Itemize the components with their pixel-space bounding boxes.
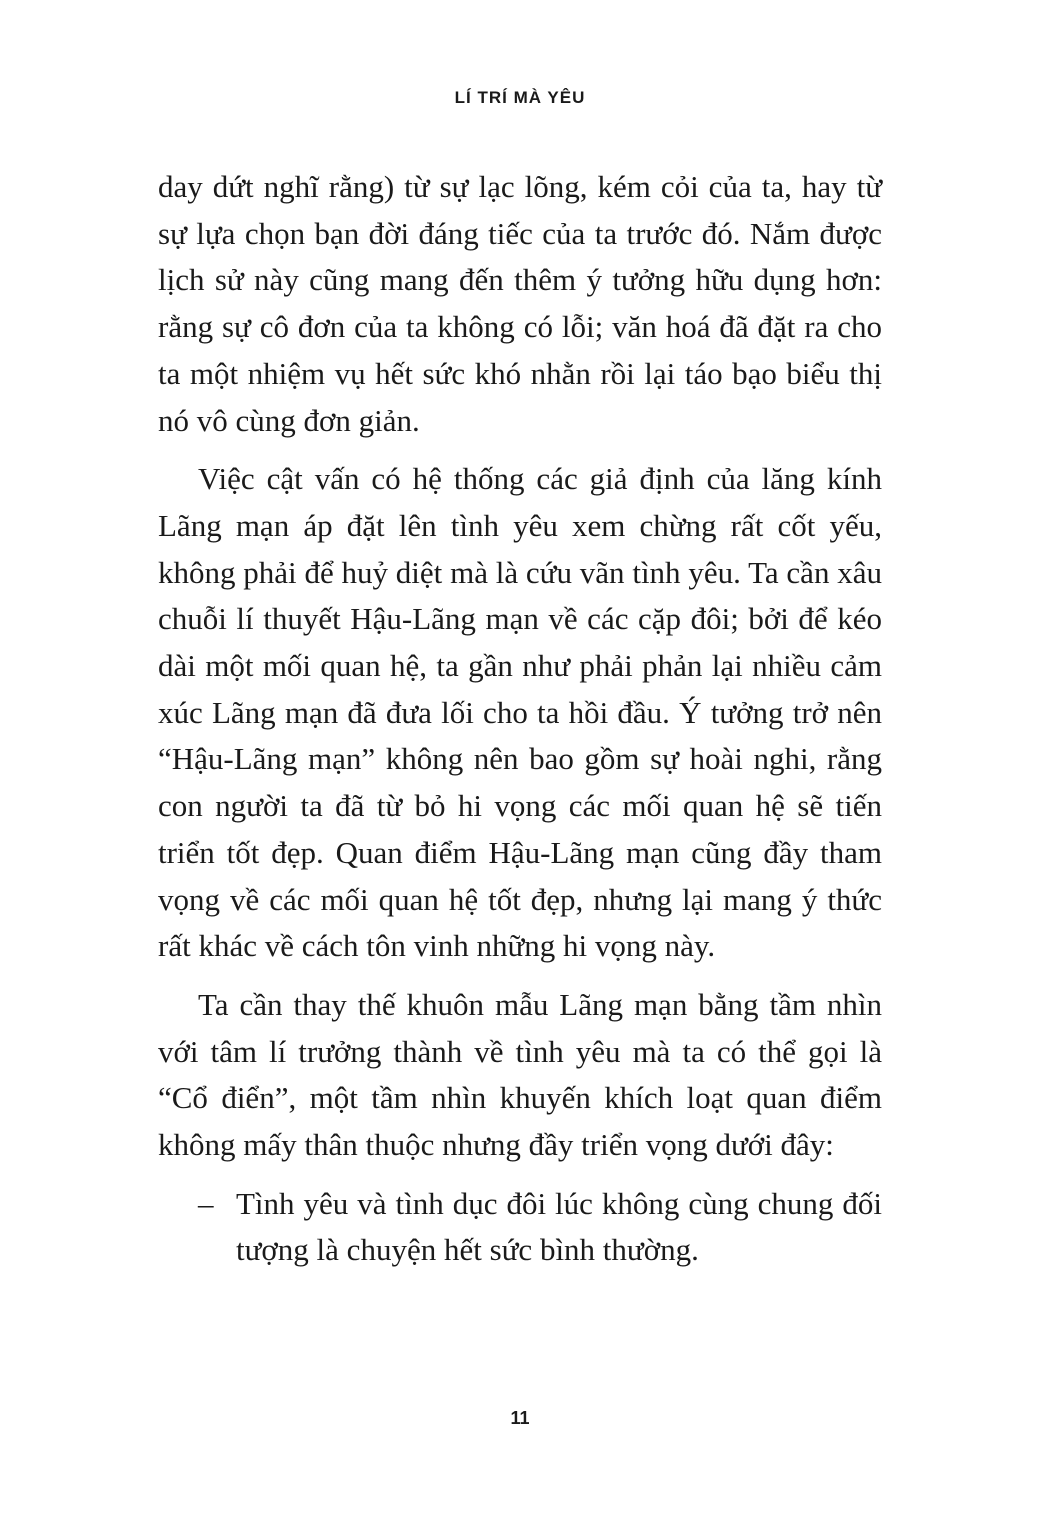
page-number: 11 (510, 1408, 530, 1428)
list-item (158, 1181, 882, 1274)
list-item-text: Tình yêu và tình dục đôi lúc không cùng chung đối tượng là chuyện hết sức bình thường. (236, 1185, 882, 1268)
running-header-title: LÍ TRÍ MÀ YÊU (454, 88, 586, 107)
paragraph-post-romantic: Việc cật vấn có hệ thống các giả định của lăng kính Lãng mạn áp đặt lên tình yêu xem chừng rất cốt yếu, không phải để huỷ diệt mà là cứu vãn tình yêu. Ta cần xâu chuỗi lí thuyết Hậu-Lãng mạn về các cặp đôi; bởi để kéo dài một mối quan hệ, ta gần như phải phản lại nhiều cảm xúc Lãng mạn đã đưa lối cho ta hồi đầu. Ý tưởng trở nên “Hậu-Lãng mạn” không nên bao gồm sự hoài nghi, rằng con người ta đã từ bỏ hi vọng các mối quan hệ sẽ tiến triển tốt đẹp. Quan điểm Hậu-Lãng mạn cũng đầy tham vọng về các mối quan hệ tốt đẹp, nhưng lại mang ý thức rất khác về cách tôn vinh những hi vọng này. (158, 461, 882, 964)
body-text (158, 164, 882, 1286)
paragraph-continuation: day dứt nghĩ rằng) từ sự lạc lõng, kém cỏi của ta, hay từ sự lựa chọn bạn đời đáng tiếc của ta trước đó. Nắm được lịch sử này cũng mang đến thêm ý tưởng hữu dụng hơn: rằng sự cô đơn của ta không có lỗi; văn hoá đã đặt ra cho ta một nhiệm vụ hết sức khó nhằn rồi lại táo bạo biểu thị nó vô cùng đơn giản. (158, 169, 882, 438)
dash-bullet-icon: – (198, 1185, 214, 1221)
paragraph-classical-view: Ta cần thay thế khuôn mẫu Lãng mạn bằng tầm nhìn với tâm lí trưởng thành về tình yêu mà ta có thể gọi là “Cổ điển”, một tầm nhìn khuyến khích loạt quan điểm không mấy thân thuộc nhưng đầy triển vọng dưới đây: (158, 986, 882, 1163)
